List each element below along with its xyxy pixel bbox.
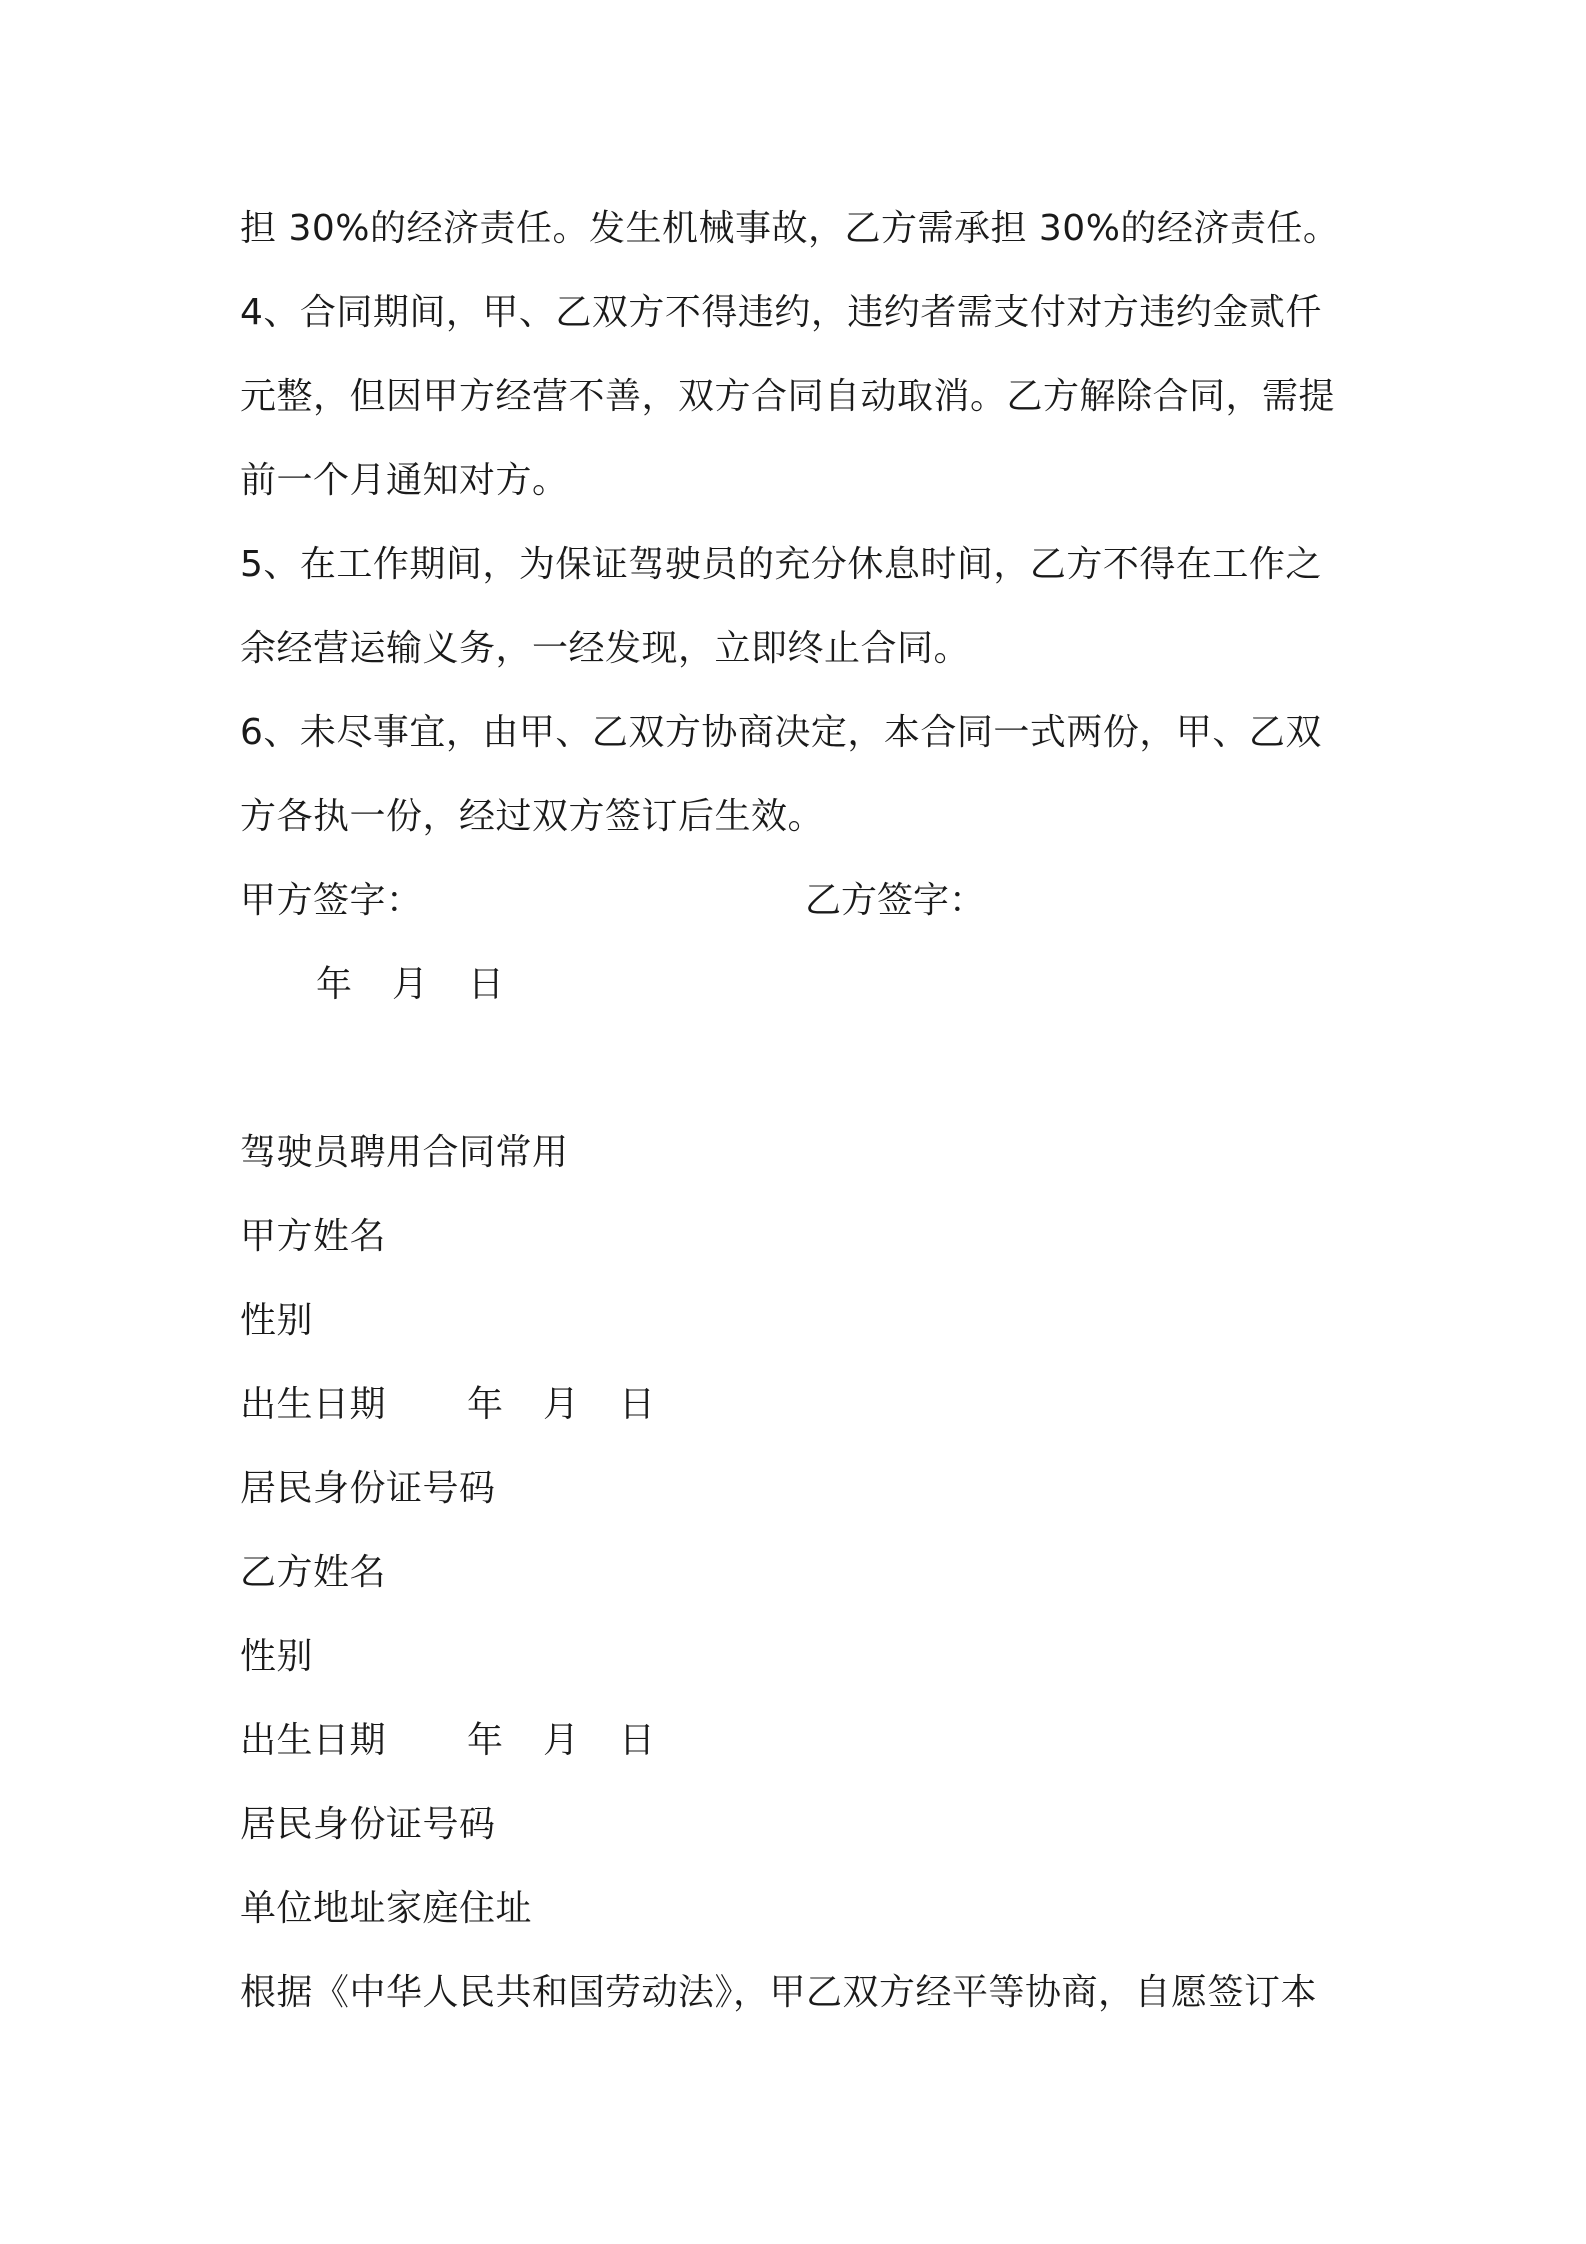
party-b-id-field: 居民身份证号码 [240,1804,496,1845]
party-b-birth-field: 出生日期 [240,1720,387,1761]
party-b-birth-date [467,1717,655,1765]
clause-4-line-3: 前一个月通知对方。 [240,460,569,501]
date-day: 日 [468,964,505,1005]
date-year: 年 [316,964,353,1005]
party-b-birth-month: 月 [543,1720,580,1761]
address-field: 单位地址家庭住址 [240,1888,533,1929]
party-a-id-field: 居民身份证号码 [240,1468,496,1509]
party-a-birth-month: 月 [543,1384,580,1425]
party-b-name-field: 乙方姓名 [240,1552,387,1593]
party-a-birth-field: 出生日期 [240,1384,387,1425]
clause-6-line-1: 6、未尽事宜，由甲、乙双方协商决定，本合同一式两份，甲、乙双 [240,712,1322,753]
clause-6-line-2: 方各执一份，经过双方签订后生效。 [240,796,825,837]
party-a-signature-label: 甲方签字： [240,880,423,921]
signature-date [316,961,504,1009]
clause-5-line-2: 余经营运输义务，一经发现，立即终止合同。 [240,628,971,669]
party-a-name-field: 甲方姓名 [240,1216,387,1257]
clause-5-line-1: 5、在工作期间，为保证驾驶员的充分休息时间，乙方不得在工作之 [240,544,1322,585]
party-b-birth-year: 年 [467,1720,504,1761]
clause-4-line-1: 4、合同期间，甲、乙双方不得违约，违约者需支付对方违约金贰仟 [240,292,1322,333]
preamble-line: 根据《中华人民共和国劳动法》，甲乙双方经平等协商，自愿签订本 [240,1972,1318,2013]
party-b-birth-day: 日 [619,1720,656,1761]
clause-3-continuation: 担 30%的经济责任。发生机械事故，乙方需承担 30%的经济责任。 [240,208,1340,249]
party-a-birth-date [467,1381,655,1429]
party-a-birth-year: 年 [467,1384,504,1425]
clause-4-line-2: 元整，但因甲方经营不善，双方合同自动取消。乙方解除合同，需提 [240,376,1336,417]
party-b-signature-label: 乙方签字： [805,880,986,921]
party-a-gender-field: 性别 [240,1300,314,1341]
party-a-birth-day: 日 [619,1384,656,1425]
party-b-gender-field: 性别 [240,1636,314,1677]
second-contract-title: 驾驶员聘用合同常用 [240,1132,569,1173]
date-month: 月 [392,964,429,1005]
